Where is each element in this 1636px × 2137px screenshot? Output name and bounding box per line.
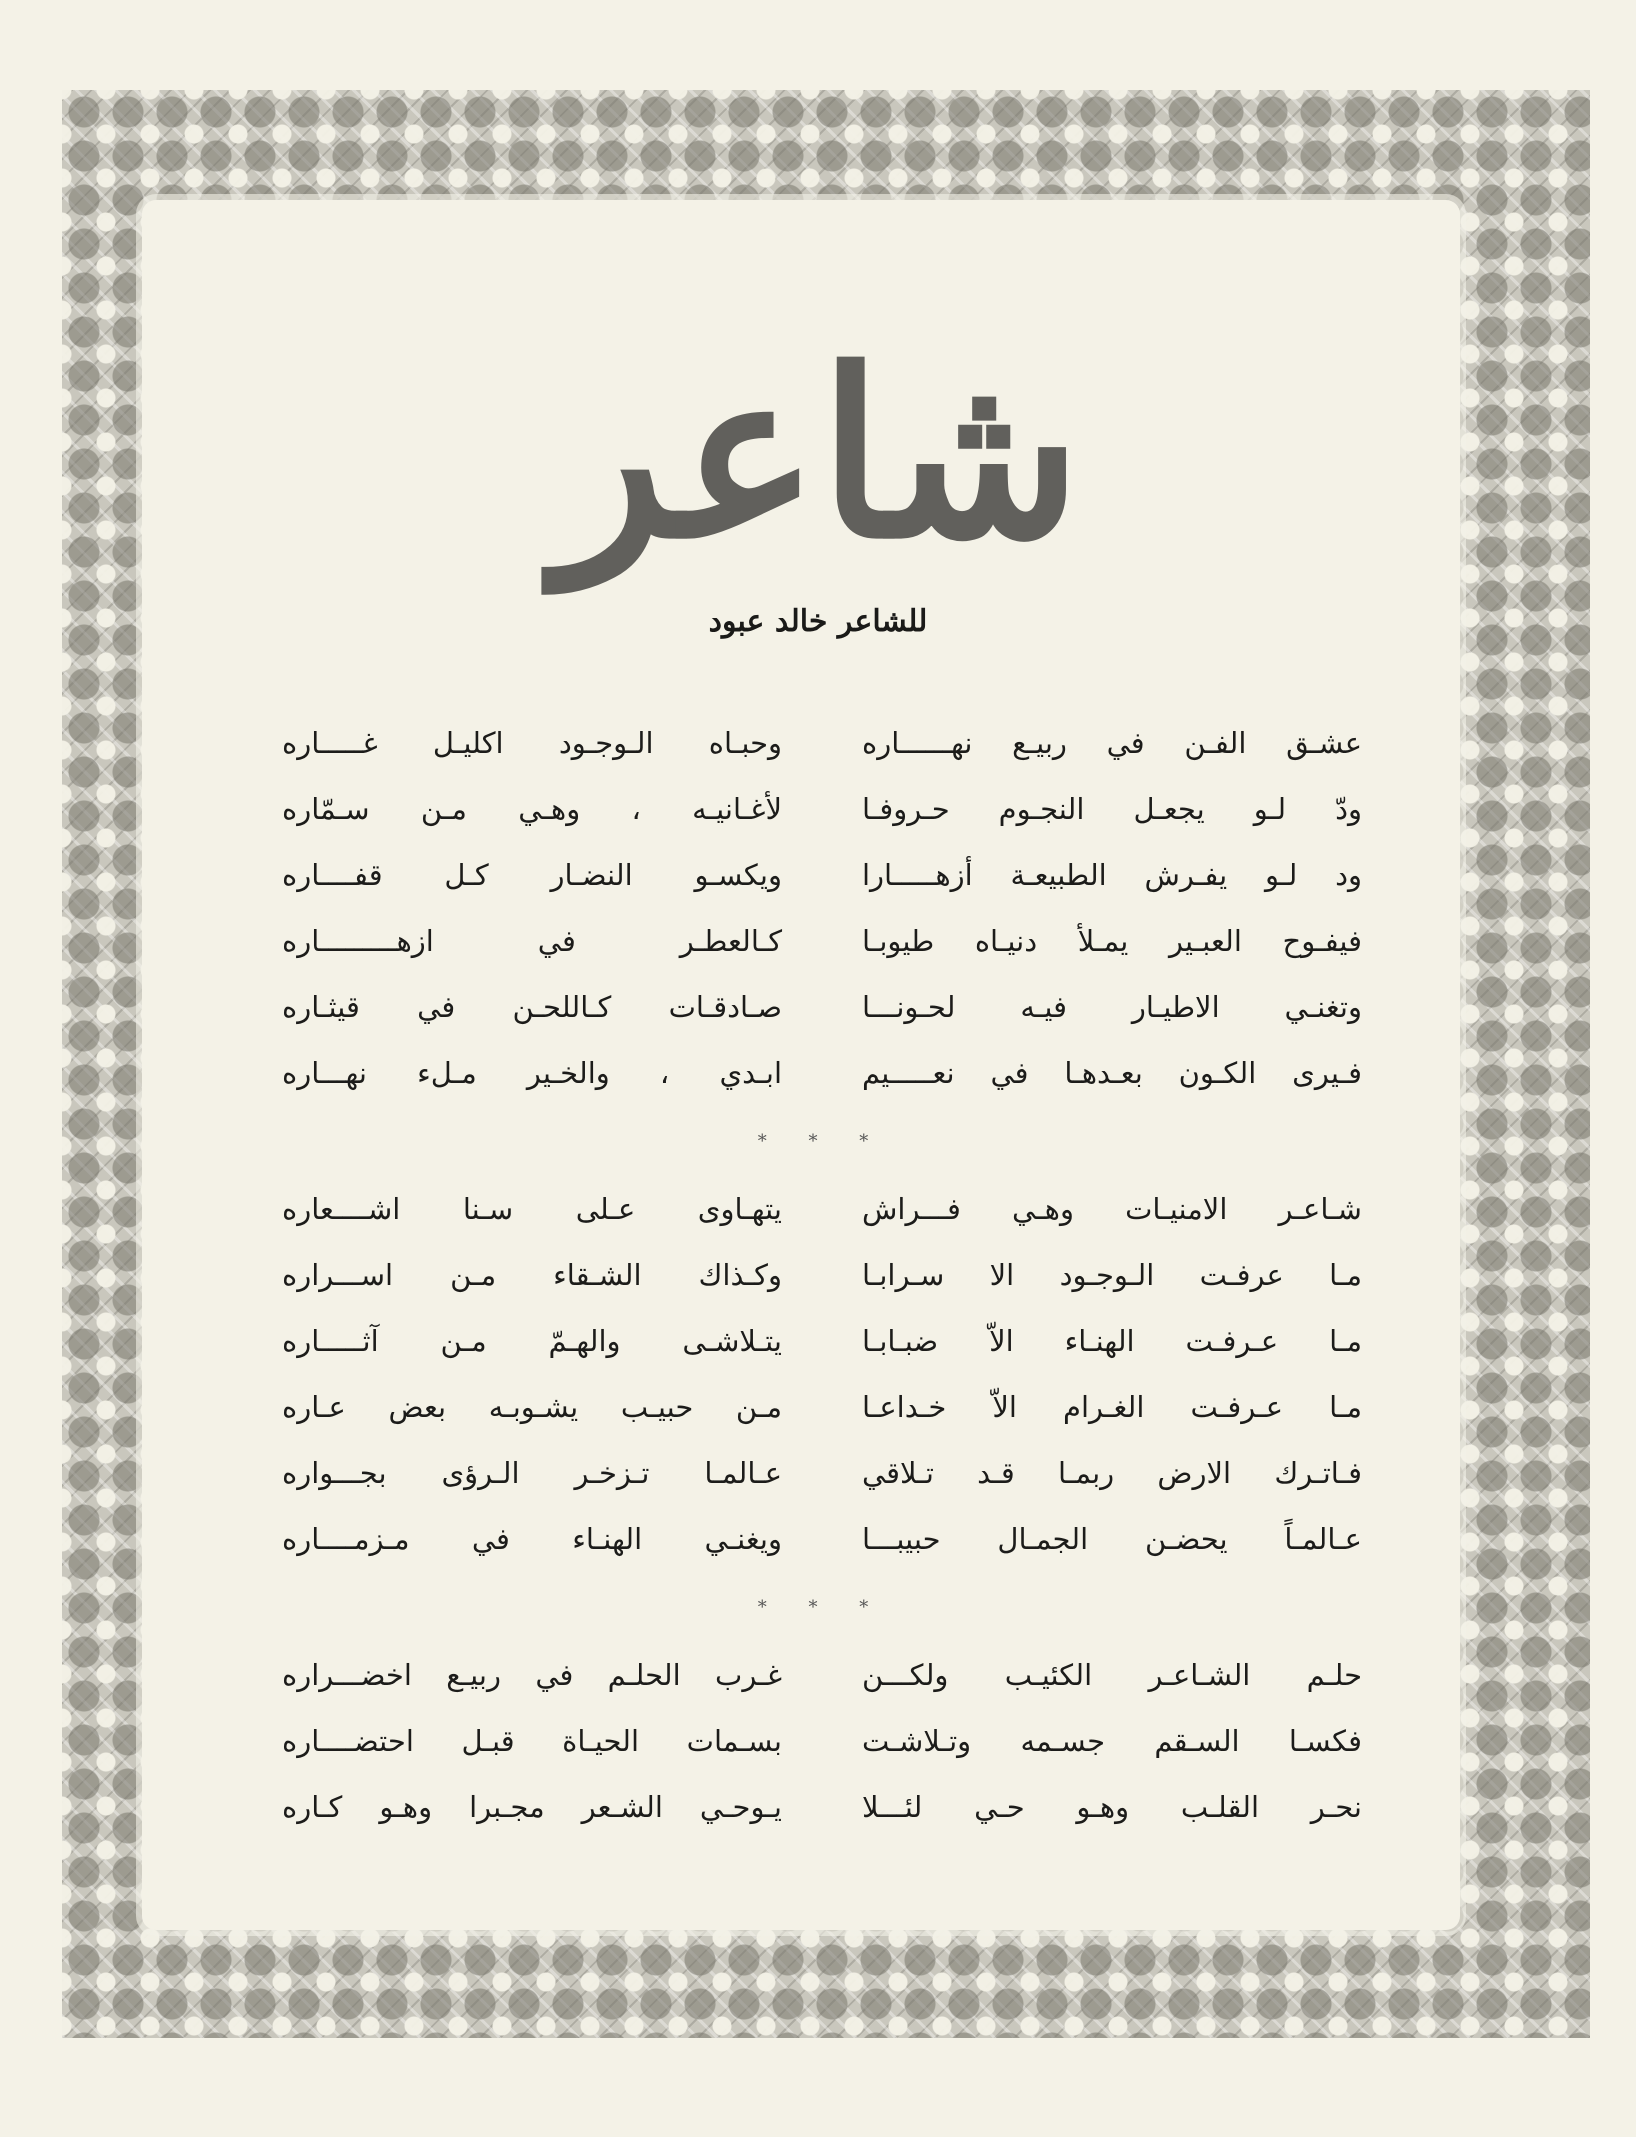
verse-second-hemistich: يـوحـي الشـعر مجـبرا وهـو كـاره (282, 1789, 782, 1824)
verse-line (282, 710, 1362, 776)
verse-first-hemistich: ود لـو يفـرش الطبيعـة أزهـــــارا (862, 857, 1362, 892)
verse-first-hemistich: نحـر القلـب وهـو حـي لئـــلا (862, 1789, 1362, 1824)
verse-line (282, 1242, 1362, 1308)
verse-first-hemistich: مـا عرفـت الـوجـود الا سـرابـا (862, 1257, 1362, 1292)
verse-second-hemistich: صـادقـات كـاللحـن في قيثـاره (282, 989, 782, 1024)
verse-second-hemistich: بسـمات الحيـاة قبـل احتضــــاره (282, 1723, 782, 1758)
verse-second-hemistich: ويغنـي الهنـاء في مـزمــــاره (282, 1521, 782, 1556)
verse-first-hemistich: فكسـا السـقم جسـمه وتـلاشـت (862, 1723, 1362, 1758)
verse-first-hemistich: حلـم الشـاعـر الكئيـب ولكـــن (862, 1657, 1362, 1692)
verse-line (282, 1708, 1362, 1774)
verse-line (282, 776, 1362, 842)
stanza-divider: * * * (757, 1596, 887, 1618)
poem-body (282, 710, 1362, 1840)
verse-first-hemistich: شـاعـر الامنيـات وهـي فـــراش (862, 1191, 1362, 1226)
verse-second-hemistich: ويكسـو النضـار كـل قفــــاره (282, 857, 782, 892)
verse-second-hemistich: كـالعطـر في ازهـــــــــاره (282, 923, 782, 958)
verse-second-hemistich: ابـدي ، والخـير مـلء نهـــاره (282, 1055, 782, 1090)
stanza-divider: * * * (757, 1130, 887, 1152)
verse-line (282, 1774, 1362, 1840)
verse-first-hemistich: ودّ لـو يجعـل النجـوم حـروفـا (862, 791, 1362, 826)
verse-first-hemistich: فيفـوح العبـير يمـلأ دنيـاه طيوبـا (862, 923, 1362, 958)
verse-first-hemistich: فـاتـرك الارض ربمـا قـد تـلاقي (862, 1455, 1362, 1490)
verse-first-hemistich: مـا عـرفـت الهنـاء الاّ ضبـابـا (862, 1323, 1362, 1358)
verse-line (282, 1308, 1362, 1374)
verse-line (282, 908, 1362, 974)
verse-first-hemistich: وتغنـي الاطيـار فيـه لحـونـــا (862, 989, 1362, 1024)
verse-line (282, 1374, 1362, 1440)
verse-line (282, 1040, 1362, 1106)
verse-second-hemistich: وحبـاه الـوجـود اكليـل غـــــاره (282, 725, 782, 760)
verse-first-hemistich: فـيرى الكـون بعـدهـا في نعـــــيم (862, 1055, 1362, 1090)
poem-title-calligraphy: شاعر (554, 320, 1082, 590)
verse-first-hemistich: مـا عـرفـت الغـرام الاّ خـداعـا (862, 1389, 1362, 1424)
verse-line (282, 1176, 1362, 1242)
poem-title (260, 300, 1376, 600)
verse-second-hemistich: مـن حبيـب يشـوبـه بعض عـاره (282, 1389, 782, 1424)
poem-author: للشاعر خالد عبود (708, 604, 928, 639)
verse-first-hemistich: عشـق الفـن في ربيـع نهــــــاره (862, 725, 1362, 760)
verse-first-hemistich: عـالمـاً يحضـن الجمـال حبيبـــا (862, 1521, 1362, 1556)
verse-line (282, 1440, 1362, 1506)
verse-second-hemistich: عـالمـا تـزخـر الـرؤى بجـــواره (282, 1455, 782, 1490)
verse-line (282, 1506, 1362, 1572)
verse-line (282, 1642, 1362, 1708)
verse-second-hemistich: غـرب الحلـم في ربيـع اخضـــراره (282, 1657, 782, 1692)
verse-second-hemistich: يتهـاوى عـلى سـنا اشــــعاره (282, 1191, 782, 1226)
verse-line (282, 842, 1362, 908)
verse-second-hemistich: وكـذاك الشـقاء مـن اســـراره (282, 1257, 782, 1292)
verse-second-hemistich: يتـلاشـى والهـمّ مـن آثـــــاره (282, 1323, 782, 1358)
verse-line (282, 974, 1362, 1040)
verse-second-hemistich: لأغـانيـه ، وهـي مـن سـمّاره (282, 791, 782, 826)
